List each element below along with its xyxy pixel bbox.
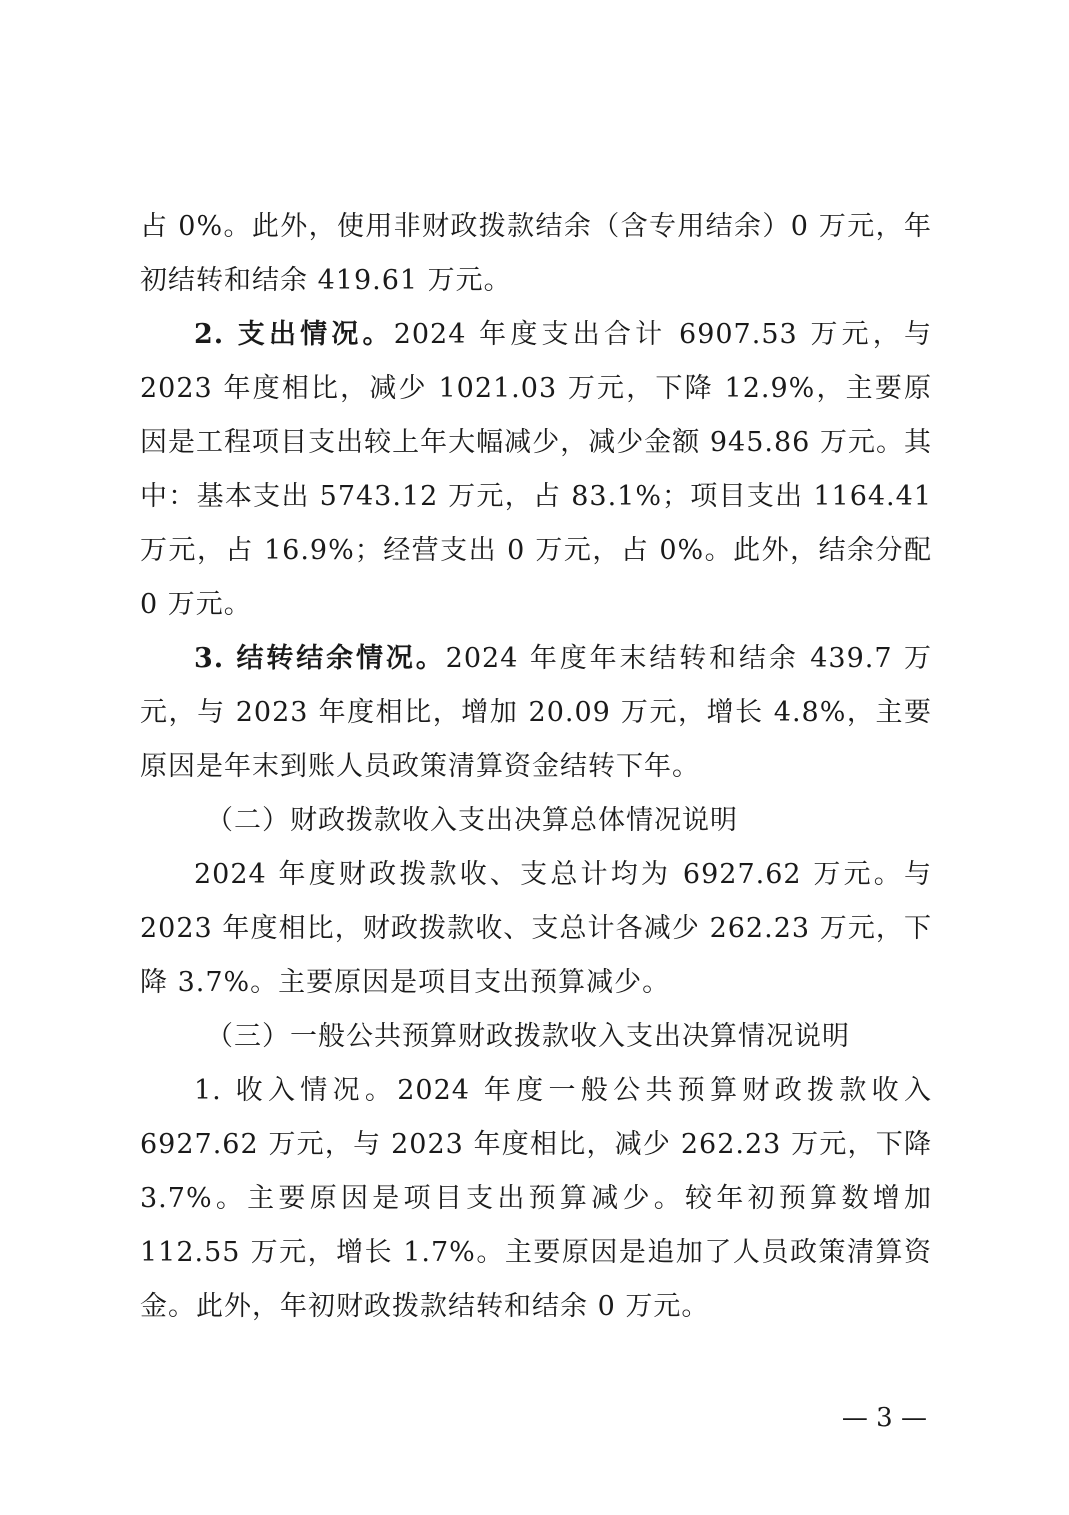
paragraph-general-budget-income: 1. 收入情况。2024 年度一般公共预算财政拨款收入 6927.62 万元，与 2023 年度相比，减少 262.23 万元，下降 3.7%。主要原因是项目支出预算减少。较年初预算数增加 112.55 万元，增长 1.7%。主要原因是追加了人员政策清算资金。此外，年初财政拨款结转和结余 0 万元。	[140, 1075, 932, 1322]
paragraph-expenditure	[140, 308, 932, 632]
heading-expenditure: 2. 支出情况。	[194, 319, 394, 350]
expenditure-text: 2024 年度支出合计 6907.53 万元，与 2023 年度相比，减少 1021.03 万元，下降 12.9%，主要原因是工程项目支出较上年大幅减少，减少金额 945.86 万元。其中：基本支出 5743.12 万元，占 83.1%；项目支出 1164.41 万元，占 16.9%；经营支出 0 万元，占 0%。此外，结余分配 0 万元。	[140, 319, 932, 620]
paragraph-income-continued: 占 0%。此外，使用非财政拨款结余（含专用结余）0 万元，年初结转和结余 419.61 万元。	[140, 211, 932, 296]
section-heading-general-budget: （三）一般公共预算财政拨款收入支出决算情况说明	[206, 1021, 850, 1052]
paragraph-fiscal-overall: 2024 年度财政拨款收、支总计均为 6927.62 万元。与 2023 年度相比，财政拨款收、支总计各减少 262.23 万元，下降 3.7%。主要原因是项目支出预算减少。	[140, 859, 932, 998]
section-heading-fiscal-overall: （二）财政拨款收入支出决算总体情况说明	[206, 805, 738, 836]
heading-carryover: 3. 结转结余情况。	[194, 643, 446, 674]
page-number: — 3 —	[841, 1403, 927, 1433]
paragraph-carryover	[140, 632, 932, 794]
document-body	[140, 200, 932, 1334]
carryover-text: 2024 年度年末结转和结余 439.7 万元，与 2023 年度相比，增加 20.09 万元，增长 4.8%，主要原因是年末到账人员政策清算资金结转下年。	[140, 643, 932, 782]
